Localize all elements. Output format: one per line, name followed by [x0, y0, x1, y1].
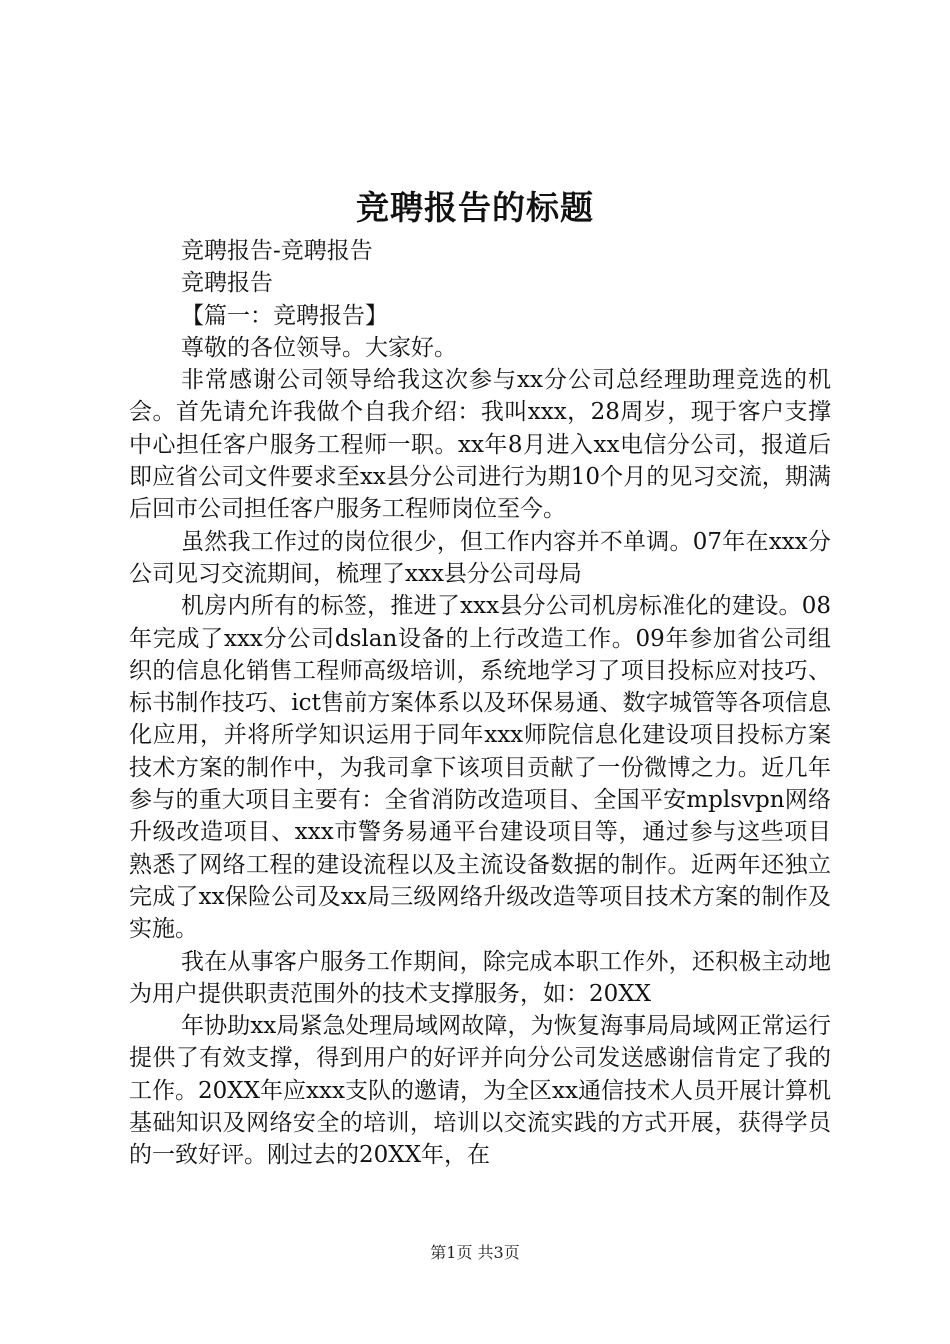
paragraph: 我在从事客户服务工作期间，除完成本职工作外，还积极主动地为用户提供职责范围外的技术支撑服务，如：20XX — [129, 948, 831, 1007]
paragraph: 竞聘报告-竞聘报告 — [181, 238, 373, 264]
document-body — [129, 235, 831, 1172]
paragraph: 非常感谢公司领导给我这次参与xx分公司总经理助理竞选的机会。首先请允许我做个自我介绍：我叫xxx，28周岁，现于客户支撑中心担任客户服务工程师一职。xx年8月进入xx电信分公司，报道后即应省公司文件要求至xx县分公司进行为期10个月的见习交流，期满后回市公司担任客户服务工程师岗位至今。 — [129, 367, 831, 523]
paragraph: 竞聘报告 — [181, 270, 273, 297]
paragraph: 年协助xx局紧急处理局域网故障，为恢复海事局局域网正常运行提供了有效支撑，得到用户的好评并向分公司发送感谢信肯定了我的工作。20XX年应xxx支队的邀请，为全区xx通信技术人员开展计算机基础知识及网络安全的培训，培训以交流实践的方式开展，获得学员的一致好评。刚过去的20XX年，在 — [129, 1013, 831, 1169]
page-number-footer: 第1页 共3页 — [430, 1243, 520, 1262]
paragraph: 尊敬的各位领导。大家好。 — [181, 334, 457, 361]
paragraph: 虽然我工作过的岗位很少，但工作内容并不单调。07年在xxx分公司见习交流期间，梳理了xxx县分公司母局 — [129, 528, 831, 587]
paragraph: 机房内所有的标签，推进了xxx县分公司机房标准化的建设。08年完成了xxx分公司dslan设备的上行改造工作。09年参加省公司组织的信息化销售工程师高级培训，系统地学习了项目投标应对技巧、标书制作技巧、ict售前方案体系以及环保易通、数字城管等各项信息化应用，并将所学知识运用于同年xxx师院信息化建设项目投标方案技术方案的制作中，为我司拿下该项目贡献了一份微博之力。近几年参与的重大项目主要有：全省消防改造项目、全国平安mplsvpn网络升级改造项目、xxx市警务易通平台建设项目等，通过参与这些项目熟悉了网络工程的建设流程以及主流设备数据的制作。近两年还独立完成了xx保险公司及xx局三级网络升级改造等项目技术方案的制作及实施。 — [129, 593, 831, 943]
paragraph: 【篇一：竞聘报告】 — [181, 302, 388, 329]
document-title: 竞聘报告的标题 — [356, 188, 594, 227]
